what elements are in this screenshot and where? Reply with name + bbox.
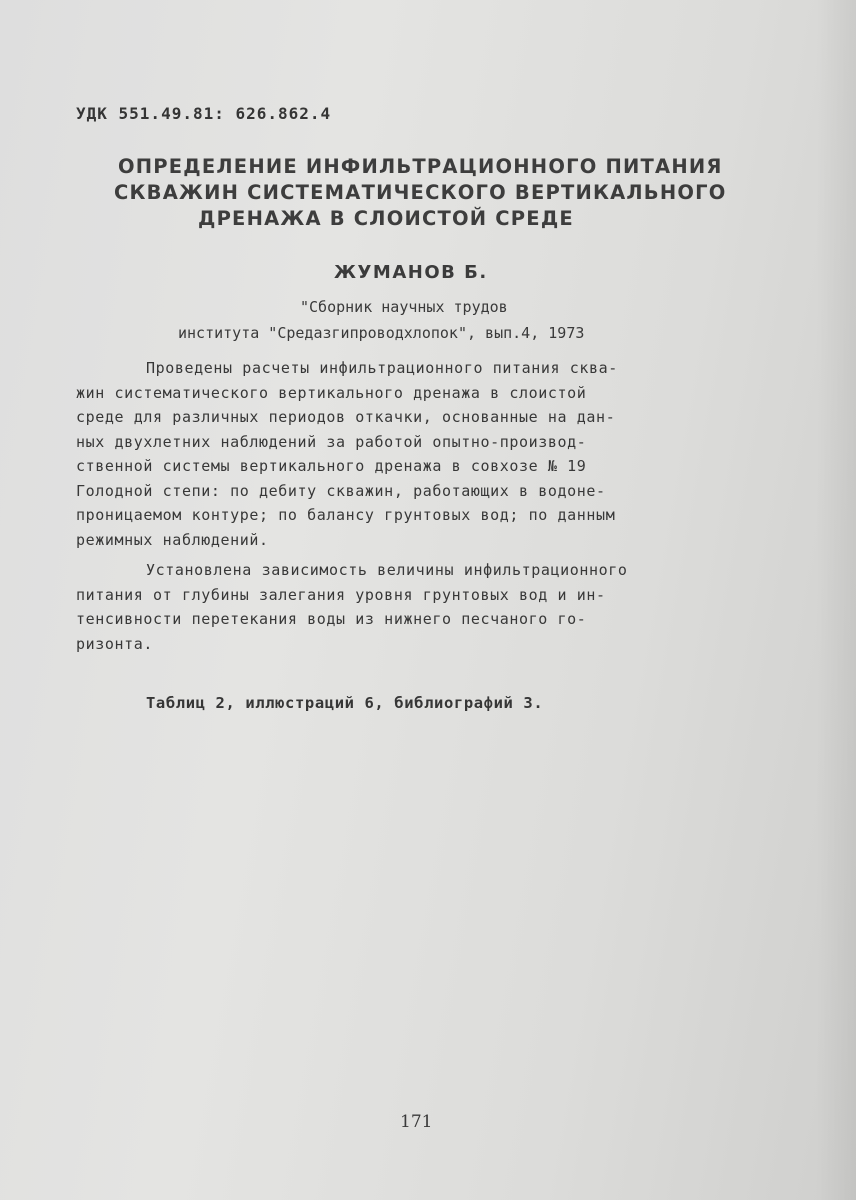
source-line: "Сборник научных трудов <box>300 298 508 316</box>
abstract-paragraph <box>76 356 796 552</box>
abstract-line: режимных наблюдений. <box>76 530 269 549</box>
abstract-line: Установлена зависимость величины инфильтрационного <box>146 561 628 579</box>
title-line: ОПРЕДЕЛЕНИЕ ИНФИЛЬТРАЦИОННОГО ПИТАНИЯ <box>118 155 723 178</box>
abstract-line: Проведены расчеты инфильтрационного питания сква- <box>146 359 618 377</box>
title-line: ДРЕНАЖА В СЛОИСТОЙ СРЕДЕ <box>198 207 574 230</box>
abstract-line: среде для различных периодов откачки, основанные на дан- <box>76 408 616 426</box>
abstract-line: жин систематического вертикального дренажа в слоистой <box>76 383 587 402</box>
abstract-paragraph <box>76 558 796 656</box>
abstract-line: ризонта. <box>76 634 154 653</box>
abstract-line: Голодной степи: по дебиту скважин, работающих в водоне- <box>76 481 606 500</box>
article-title <box>100 154 780 232</box>
title-line: СКВАЖИН СИСТЕМАТИЧЕСКОГО ВЕРТИКАЛЬНОГО <box>114 181 727 204</box>
abstract-line: ственной системы вертикального дренажа в совхозе № 19 <box>76 457 587 475</box>
abstract-line: питания от глубины залегания уровня грунтовых вод и ин- <box>76 585 606 604</box>
udk-code: УДК 551.49.81: 626.862.4 <box>76 104 332 123</box>
abstract-line: проницаемом контуре; по балансу грунтовых вод; по данным <box>76 506 616 524</box>
tables-illustrations-count: Таблиц 2, иллюстраций 6, библиографий 3. <box>146 694 544 712</box>
abstract <box>76 356 796 656</box>
page-edge-shadow <box>816 0 856 1200</box>
page-number: 171 <box>400 1112 433 1132</box>
source-line: института "Средазгипроводхлопок", вып.4, 1973 <box>178 324 585 342</box>
abstract-line: тенсивности перетекания воды из нижнего песчаного го- <box>76 610 587 628</box>
abstract-line: ных двухлетних наблюдений за работой опытно-производ- <box>76 432 587 451</box>
source-citation <box>0 294 584 346</box>
author-name: ЖУМАНОВ Б. <box>334 262 488 283</box>
